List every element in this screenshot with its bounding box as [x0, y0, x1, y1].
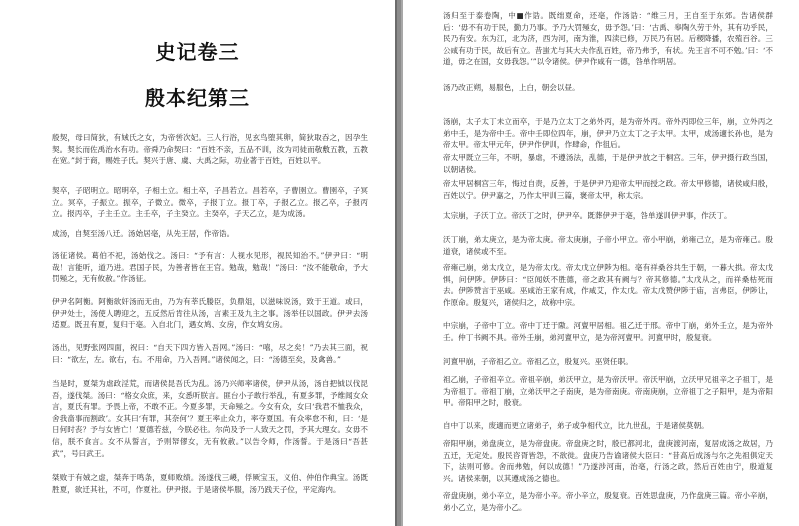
paragraph: 中宗崩，子帝中丁立。帝中丁迁于隞。河亶甲居相。祖乙迁于邢。帝中丁崩，弟外壬立，是为帝外壬。仲丁书阙不具。帝外壬崩，弟河亶甲立，是为帝河亶甲。河亶甲时，殷复衰。 — [443, 321, 773, 342]
paragraph: 自中丁以来，废適而更立诸弟子，弟子或争相代立，比九世乱，于是诸侯莫朝。 — [443, 421, 709, 430]
paragraph: 汤征诸侯。葛伯不祀，汤始伐之。汤曰：“予有言：人视水见形，视民知治不。”伊尹曰：“明哉！言能听，道乃进。君国子民，为善者皆在王官。勉哉，勉哉！”汤曰：“汝不能敬命，予大罚殛之，无有攸赦。”作汤征。 — [52, 251, 368, 284]
paragraph: 太宗崩，子沃丁立。帝沃丁之时，伊尹卒。既葬伊尹于亳，咎单遂训伊尹事，作沃丁。 — [443, 211, 732, 220]
paragraph: 沃丁崩，弟太庚立，是为帝太庚。帝太庚崩，子帝小甲立。帝小甲崩，弟雍己立，是为帝雍己。殷道衰，诸侯或不至。 — [443, 235, 773, 256]
paragraph: 当是时，夏桀为虐政淫荒，而诸侯昆吾氏为乱。汤乃兴师率诸侯，伊尹从汤，汤自把钺以伐昆吾，遂伐桀。汤曰：“格女众庶，来，女悉听朕言。匪台小子敢行举乱，有夏多罪，予维闻女众言，夏氏有罪。予畏上帝，不敢不正。今夏多罪，天命殛之。今女有众，女曰‘我君不恤我众，舍我啬事而割政’。女其曰‘有罪，其奈何’？夏王率止众力，率夺夏国。有众率怠不和，曰：‘是日何时丧？予与女皆亡！’夏德若兹，今朕必往。尔尚及予一人致天之罚，予其大理女。女毋不信，朕不食言。女不从誓言，予则帑僇女，无有攸赦。”以告令师，作汤誓。于是汤曰“吾甚武”，号曰武王。 — [52, 379, 368, 458]
paragraph: 汤乃改正朔，易服色，上白，朝会以昼。 — [443, 83, 580, 92]
paragraph: 桀败于有娀之虚，桀奔于鸣条，夏师败绩。汤遂伐三嵕，俘厥宝玉，义伯、仲伯作典宝。汤既胜夏，欲迁其社，不可，作夏社。伊尹报。于是诸侯毕服，汤乃践天子位，平定海内。 — [52, 473, 368, 494]
paragraph: 河亶甲崩，子帝祖乙立。帝祖乙立，殷复兴。巫贤任职。 — [443, 357, 633, 366]
paragraph: 祖乙崩，子帝祖辛立。帝祖辛崩，弟沃甲立，是为帝沃甲。帝沃甲崩，立沃甲兄祖辛之子祖丁，是为帝祖丁。帝祖丁崩，立弟沃甲之子南庚，是为帝南庚。帝南庚崩，立帝祖丁之子阳甲，是为帝阳甲。帝阳甲之时，殷衰。 — [443, 375, 773, 408]
book-title: 史记卷三 — [155, 40, 240, 64]
paragraph: 帝太甲既立三年，不明，暴虐，不遵汤法，乱德，于是伊尹放之于桐宫。三年，伊尹摄行政当国，以朝诸侯。 — [443, 153, 773, 174]
page-gutter — [395, 0, 403, 526]
paragraph: 成汤，自契至汤八迁。汤始居亳，从先王居，作帝诰。 — [52, 229, 235, 238]
paragraph: 契卒，子昭明立。昭明卒，子相土立。相土卒，子昌若立。昌若卒，子曹圉立。曹圉卒，子冥立。冥卒，子振立。振卒，子微立。微卒，子报丁立。报丁卒，子报乙立。报乙卒，子报丙立。报丙卒，子主壬立。主壬卒，子主癸立。主癸卒，子天乙立，是为成汤。 — [52, 186, 368, 219]
paragraph: 帝太甲居桐宫三年，悔过自责，反善，于是伊尹乃迎帝太甲而授之政。帝太甲修德，诸侯咸归殷，百姓以宁。伊尹嘉之，乃作太甲训三篇，褒帝太甲，称太宗。 — [443, 179, 773, 200]
paragraph: 汤崩，太子太丁未立而卒，于是乃立太丁之弟外丙，是为帝外丙。帝外丙即位三年，崩，立外丙之弟中壬，是为帝中壬。帝中壬即位四年，崩，伊尹乃立太丁之子太甲。太甲，成汤適长孙也，是为帝太甲。帝太甲元年，伊尹作伊训，作肆命，作徂后。 — [443, 117, 773, 150]
paragraph: 帝阳甲崩，弟盘庚立，是为帝盘庚。帝盘庚之时，殷已都河北，盘庚渡河南，复居成汤之故居，乃五迁，无定处。殷民咨胥皆怨，不欲徙。盘庚乃告谕诸侯大臣曰：“昔高后成汤与尔之先祖俱定天下，法则可修。舍而弗勉，何以成德！”乃遂涉河南，治亳，行汤之政，然后百姓由宁，殷道复兴。诸侯来朝，以其遵成汤之德也。 — [443, 439, 773, 483]
paragraph: 汤出，见野张网四面，祝曰：“自天下四方皆入吾网。”汤曰：“嘻，尽之矣！”乃去其三面，祝曰：“欲左，左。欲右，右。不用命，乃入吾网。”诸侯闻之，曰：“汤德至矣，及禽兽。” — [52, 343, 368, 364]
paragraph: 帝盘庚崩，弟小辛立，是为帝小辛。帝小辛立，殷复衰。百姓思盘庚，乃作盘庚三篇。帝小辛崩，弟小乙立，是为帝小乙。 — [443, 491, 773, 512]
paragraph: 汤归至于泰卷陶，中■作诰。既绌夏命，还亳，作汤诰：“维三月，王自至于东郊。告诸侯群后：‘毋不有功于民，勤力乃事。予乃大罚殛女，毋予怨。’曰：‘古禹、皋陶久劳于外，其有功乎民，民乃有安。东为江，北为济，西为河，南为淮，四渎已修，万民乃有居。后稷降播，农殖百谷。三公咸有功于民，故后有立。昔蚩尤与其大夫作乱百姓，帝乃弗予，有状。先王言不可不勉。’曰：‘不道，毋之在国，女毋我怨。’”以令诸侯。伊尹作咸有一德，咎单作明居。 — [443, 11, 773, 67]
paragraph: 伊尹名阿衡。阿衡欲奸汤而无由，乃为有莘氏媵臣，负鼎俎，以滋味说汤，致于王道。或曰，伊尹处士，汤使人聘迎之，五反然后肯往从汤，言素王及九主之事。汤举任以国政。伊尹去汤适夏。既丑有夏，复归于亳。入自北门，遇女鸠、女房，作女鸠女房。 — [52, 297, 368, 330]
left-page — [0, 0, 395, 526]
paragraph: 殷契，母曰简狄，有娀氏之女，为帝喾次妃。三人行浴，见玄鸟堕其卵，简狄取吞之，因孕生契。契长而佐禹治水有功。帝舜乃命契曰：“百姓不亲，五品不训，汝为司徒而敬敷五教，五教在宽。”封于商，赐姓子氏。契兴于唐、虞、大禹之际，功业著于百姓，百姓以平。 — [52, 133, 368, 166]
chapter-title: 殷本纪第三 — [145, 86, 250, 110]
right-page — [403, 0, 799, 526]
paragraph: 帝雍己崩，弟太戊立，是为帝太戊。帝太戊立伊陟为相。亳有祥桑谷共生于朝，一暮大拱。帝太戊惧，问伊陟。伊陟曰：“臣闻妖不胜德，帝之政其有阙与？帝其修德。”太戊从之，而祥桑枯死而去。伊陟赞言于巫咸。巫咸治王家有成，作咸艾，作太戊。帝太戊赞伊陟于庙，言弗臣，伊陟让，作原命。殷复兴，诸侯归之，故称中宗。 — [443, 263, 773, 307]
